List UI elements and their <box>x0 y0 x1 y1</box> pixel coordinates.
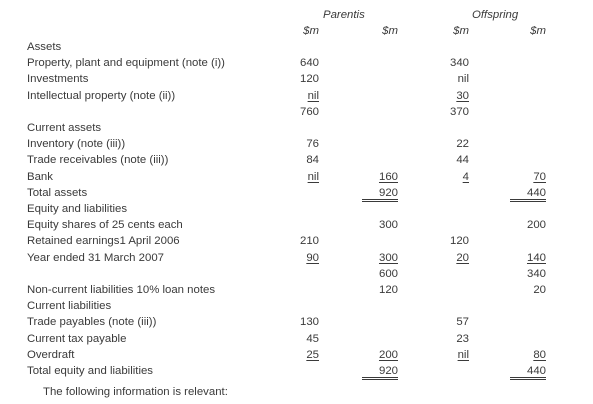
value-c3: 30 <box>456 89 469 102</box>
value-c2: 920 <box>362 187 398 202</box>
value-c3: 370 <box>449 105 469 118</box>
row-label: Assets <box>27 41 62 53</box>
table-row <box>0 56 593 72</box>
row-label: Bank <box>27 170 53 183</box>
value-c1: 76 <box>306 138 319 151</box>
row-label: Intellectual property (note (ii)) <box>27 89 176 102</box>
value-c2: 200 <box>378 348 398 361</box>
value-c3: 22 <box>456 138 469 151</box>
row-label: Trade payables (note (iii)) <box>27 316 157 329</box>
table-row <box>0 40 593 56</box>
row-label: Year ended 31 March 2007 <box>27 251 165 264</box>
row-label: Current assets <box>27 122 102 134</box>
company-header-parentis: Parentis <box>323 9 365 21</box>
value-c4: 200 <box>526 219 546 232</box>
value-c4: 70 <box>533 170 546 183</box>
table-row <box>0 72 593 88</box>
row-label: Current tax payable <box>27 332 127 345</box>
row-label: Equity shares of 25 cents each <box>27 219 183 232</box>
value-c1: nil <box>307 89 319 102</box>
value-c4: 440 <box>510 365 546 380</box>
row-label: Overdraft <box>27 348 75 361</box>
value-c2: 120 <box>378 284 398 296</box>
value-c3: 20 <box>456 251 469 264</box>
table-row <box>0 234 593 250</box>
value-c1: 45 <box>306 332 319 345</box>
table-row <box>0 218 593 234</box>
value-c1: 120 <box>299 73 319 86</box>
footer-note: The following information is relevant: <box>43 386 228 398</box>
value-c3: 44 <box>456 154 469 167</box>
row-label: Retained earnings1 April 2006 <box>27 235 180 248</box>
table-row <box>0 364 593 380</box>
row-label: Non-current liabilities 10% loan notes <box>27 284 216 296</box>
table-row <box>0 137 593 153</box>
value-c4: 80 <box>533 348 546 361</box>
value-c3: 120 <box>449 235 469 248</box>
table-row <box>0 267 593 283</box>
unit-header: $m <box>530 25 546 37</box>
table-row <box>0 315 593 331</box>
value-c2: 300 <box>378 219 398 232</box>
value-c4: 340 <box>526 267 546 280</box>
value-c3: 57 <box>456 316 469 329</box>
table-row <box>0 89 593 105</box>
table-row <box>0 299 593 315</box>
value-c3: 23 <box>456 332 469 345</box>
value-c1: 760 <box>299 105 319 118</box>
row-label: Investments <box>27 73 89 86</box>
value-c4: 440 <box>510 187 546 202</box>
table-row <box>0 121 593 137</box>
row-label: Current liabilities <box>27 300 112 313</box>
value-c1: 210 <box>299 235 319 248</box>
table-row <box>0 332 593 348</box>
value-c2: 920 <box>362 365 398 380</box>
table-row <box>0 348 593 364</box>
value-c3: 4 <box>462 170 469 183</box>
row-label: Inventory (note (iii)) <box>27 138 126 151</box>
value-c4: 140 <box>526 251 546 264</box>
row-label: Total assets <box>27 186 88 199</box>
unit-header: $m <box>382 25 398 37</box>
row-label: Total equity and liabilities <box>27 365 154 377</box>
value-c1: nil <box>307 170 319 183</box>
value-c3: 340 <box>449 57 469 70</box>
value-c1: 90 <box>306 251 319 264</box>
table-row <box>0 186 593 202</box>
table-row <box>0 153 593 169</box>
value-c1: 130 <box>299 316 319 329</box>
row-label: Equity and liabilities <box>27 203 128 215</box>
value-c1: 25 <box>306 348 319 361</box>
value-c2: 160 <box>378 170 398 183</box>
unit-header: $m <box>453 25 469 37</box>
table-row <box>0 170 593 186</box>
company-header-offspring: Offspring <box>472 9 519 21</box>
table-row <box>0 283 593 299</box>
row-label: Trade receivables (note (iii)) <box>27 154 169 167</box>
value-c3: nil <box>457 348 469 361</box>
table-row <box>0 105 593 121</box>
table-row <box>0 251 593 267</box>
value-c1: 84 <box>306 154 319 167</box>
table-row <box>0 202 593 218</box>
unit-header: $m <box>303 25 319 37</box>
value-c2: 600 <box>378 267 398 280</box>
value-c2: 300 <box>378 251 398 264</box>
value-c4: 20 <box>533 284 546 296</box>
value-c1: 640 <box>299 57 319 70</box>
value-c3: nil <box>457 73 469 86</box>
row-label: Property, plant and equipment (note (i)) <box>27 57 225 70</box>
